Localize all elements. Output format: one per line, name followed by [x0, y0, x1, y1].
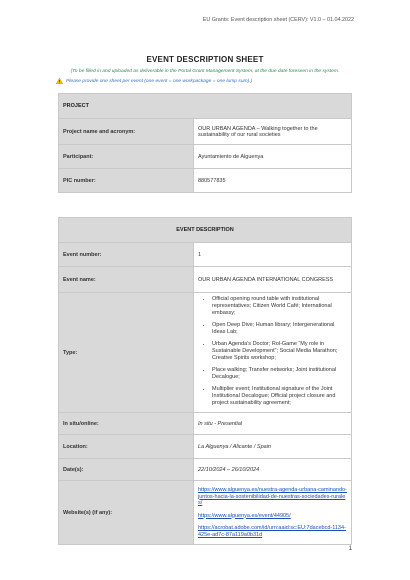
list-item: • Place walking; Transfer networks; Joint institutional Decalogue; — [212, 367, 347, 381]
event-type-label: Type: — [59, 293, 194, 413]
project-name-value: OUR URBAN AGENDA – Walking together to the sustainability of our rural societies — [194, 119, 352, 145]
event-table — [58, 217, 352, 545]
event-type-value — [194, 293, 352, 413]
website-link[interactable]: https://www.alguenya.es/nuestra-agenda-urbana-caminando-juntos-hacia-la-sostenibilidad-de-nuestras-sociedades-rurales/ — [198, 487, 347, 506]
location-label: Location: — [59, 435, 194, 459]
participant-value: Ayuntamiento de Alguenya — [194, 145, 352, 169]
event-number-label: Event number: — [59, 243, 194, 267]
list-item: • Open Deep Dive; Human library; Intergenerational Ideas Lab; — [212, 322, 347, 336]
project-table — [58, 93, 352, 193]
pic-number-value: 880577835 — [194, 169, 352, 193]
pic-number-label: PIC number: — [59, 169, 194, 193]
event-name-label: Event name: — [59, 267, 194, 293]
dates-value: 22/10/2024 – 26/10/2024 — [194, 459, 352, 481]
insitu-value: In situ - Presential — [194, 413, 352, 435]
instruction-text: (To be filled in and uploaded as deliverable in the Portal Grant Management System, at the due date foreseen in the system. — [70, 69, 340, 74]
location-value: La Alguenya / Alicante / Spain — [194, 435, 352, 459]
websites-label: Website(s) (if any): — [59, 481, 194, 545]
event-number-value: 1 — [194, 243, 352, 267]
website-link[interactable]: https://www.alguenya.es/event/44905/ — [198, 512, 291, 519]
event-heading: EVENT DESCRIPTION — [59, 218, 352, 243]
warning-text: Please provide one sheet per event (one event = one workpackage = one lump sum).) — [66, 78, 253, 84]
project-name-label: Project name and acronym: — [59, 119, 194, 145]
dates-label: Date(s): — [59, 459, 194, 481]
list-item: • Urban Agenda’s Doctor; Rol-Game “My role in Sustainable Development”; Social Media Marathon; Creative Spirits workshop; — [212, 341, 347, 362]
page-number: 1 — [348, 546, 352, 552]
list-item: • Official opening round table with institutional representatives; Citizen World Café; International embassy; — [212, 296, 347, 317]
websites-value — [194, 481, 352, 545]
warning-icon — [56, 78, 63, 84]
insitu-label: In situ/online: — [59, 413, 194, 435]
warning-note — [56, 78, 252, 84]
document-header: EU Grants: Event description sheet (CERV): V1.0 – 01.04.2022 — [202, 17, 354, 23]
website-link[interactable]: https://acrobat.adobe.com/id/urn:aaid:sc:EU:7dacebcd-1134-425e-ad7c-87a119a0b31d — [198, 525, 346, 538]
project-heading: PROJECT — [59, 94, 352, 119]
activity-list — [198, 296, 347, 407]
participant-label: Participant: — [59, 145, 194, 169]
list-item: • Multiplier event; Institutional signature of the Joint Institutional Decalogue; Official project closure and project sustainability agreement; — [212, 386, 347, 407]
event-name-value: OUR URBAN AGENDA INTERNATIONAL CONGRESS — [194, 267, 352, 293]
page-title: EVENT DESCRIPTION SHEET — [146, 55, 264, 64]
